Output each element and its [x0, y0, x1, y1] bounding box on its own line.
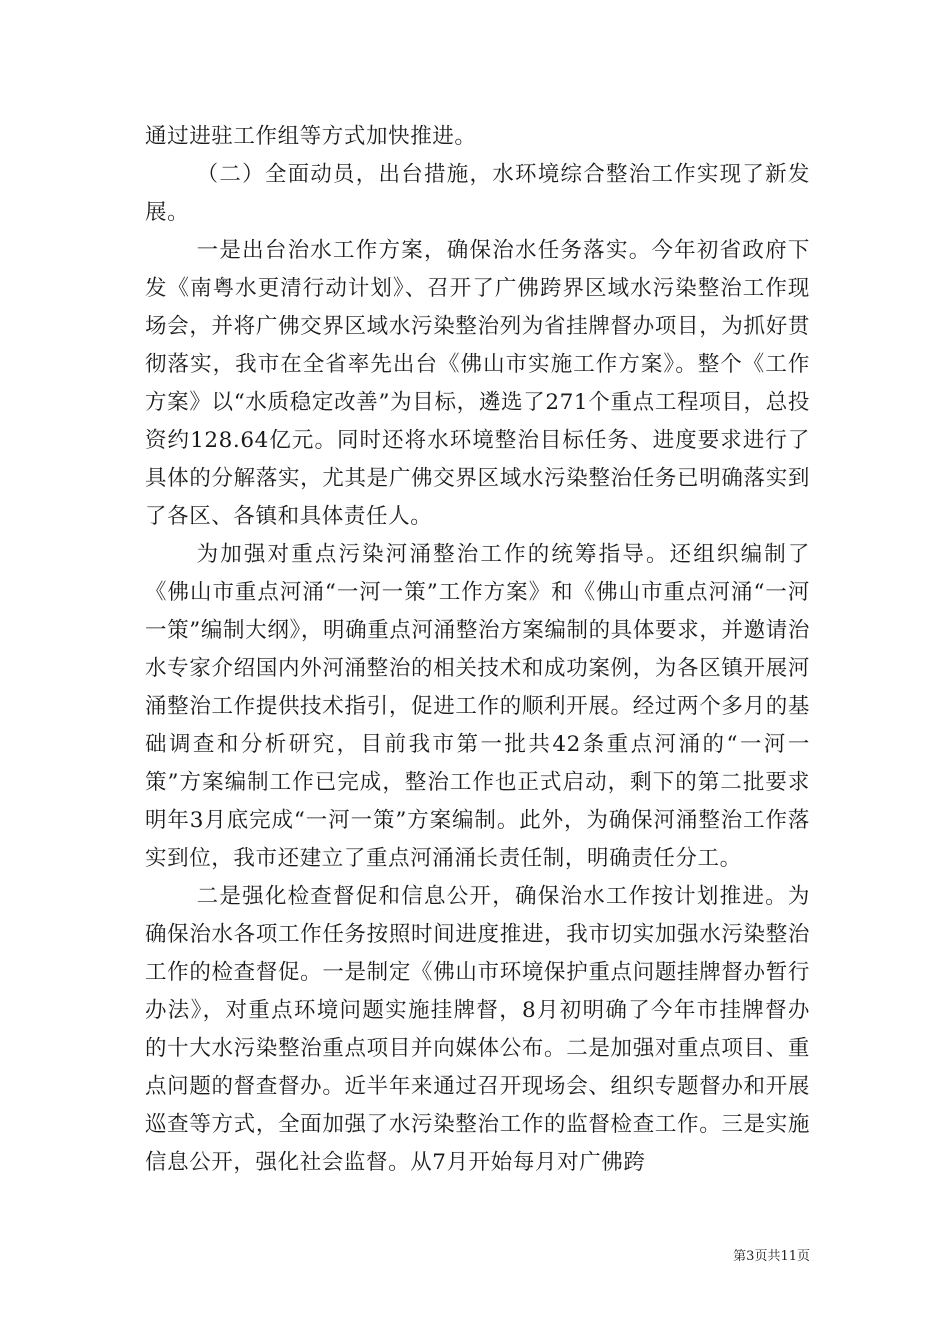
paragraph-water-plan: 一是出台治水工作方案，确保治水任务落实。今年初省政府下发《南粤水更清行动计划》、召开了广佛跨界区域水污染整治工作现场会，并将广佛交界区域水污染整治列为省挂牌督办项目，为抓好贯彻落实，我市在全省率先出台《佛山市实施工作方案》。整个《工作方案》以“水质稳定改善”为目标，遴选了271个重点工程项目，总投资约128.64亿元。同时还将水环境整治目标任务、进度要求进行了具体的分解落实，尤其是广佛交界区域水污染整治任务已明确落实到了各区、各镇和具体责任人。: [145, 238, 810, 529]
section-heading-paragraph: （二）全面动员，出台措施，水环境综合整治工作实现了新发展。: [145, 162, 810, 225]
paragraph-river-guidance: 为加强对重点污染河涌整治工作的统筹指导。还组织编制了《佛山市重点河涌“一河一策”工作方案》和《佛山市重点河涌“一河一策”编制大纲》，明确重点河涌整治方案编制的具体要求，并邀请治水专家介绍国内外河涌整治的相关技术和成功案例，为各区镇开展河涌整治工作提供技术指引，促进工作的顺利开展。经过两个多月的基础调查和分析研究，目前我市第一批共42条重点河涌的“一河一策”方案编制工作已完成，整治工作也正式启动，剩下的第二批要求明年3月底完成“一河一策”方案编制。此外，为确保河涌整治工作落实到位，我市还建立了重点河涌涌长责任制，明确责任分工。: [145, 542, 810, 871]
document-body: [145, 118, 810, 1182]
paragraph-inspection: 二是强化检查督促和信息公开，确保治水工作按计划推进。为确保治水各项工作任务按照时间进度推进，我市切实加强水污染整治工作的检查督促。一是制定《佛山市环境保护重点问题挂牌督办暂行办法》，对重点环境问题实施挂牌督，8月初明确了今年市挂牌督办的十大水污染整治重点项目并向媒体公布。二是加强对重点项目、重点问题的督查督办。近半年来通过召开现场会、组织专题督办和开展巡查等方式，全面加强了水污染整治工作的监督检查工作。三是实施信息公开，强化社会监督。从7月开始每月对广佛跨: [145, 884, 810, 1175]
page-number-footer: 第3页共11页: [733, 1249, 810, 1264]
paragraph-continuation: 通过进驻工作组等方式加快推进。: [145, 124, 477, 149]
